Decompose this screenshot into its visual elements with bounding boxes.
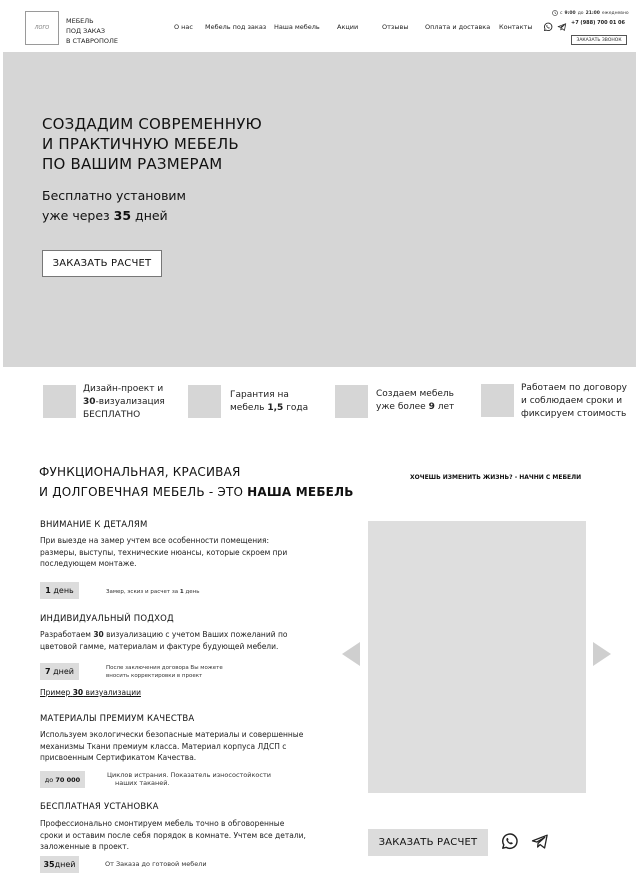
- whatsapp-icon[interactable]: [500, 832, 519, 851]
- nav-custom-furniture[interactable]: Мебель под заказ: [205, 23, 267, 31]
- phone-number[interactable]: +7 (988) 700 01 06: [571, 20, 625, 26]
- feature-image: [335, 385, 368, 418]
- item-heading: ВНИМАНИЕ К ДЕТАЛЯМ: [40, 520, 148, 530]
- item-note: Циклов истрания. Показатель износостойкости наших таканей.: [107, 771, 271, 787]
- item-badge: до 70 000: [40, 771, 85, 788]
- item-note: От Заказа до готовой мебели: [105, 860, 207, 868]
- item-badge: 7 дней: [40, 663, 79, 680]
- whatsapp-icon[interactable]: [543, 22, 553, 32]
- nav-contacts[interactable]: Контакты: [499, 23, 533, 31]
- feature-image: [481, 384, 514, 417]
- item-badge: 1 день: [40, 582, 79, 599]
- visualization-example-link[interactable]: Пример 30 визуализации: [40, 688, 141, 697]
- item-text: Разработаем 30 визуализацию с учетом Ваших пожеланий по цветовой гамме, материалам и фактуре будующей мебели.: [40, 630, 288, 651]
- logo[interactable]: ЛОГО: [25, 11, 59, 45]
- nav-our-furniture[interactable]: Наша мебель: [274, 23, 320, 31]
- nav-about[interactable]: О нас: [174, 23, 193, 31]
- clock-icon: [552, 10, 558, 16]
- feature-design-project: Дизайн-проект и 30-визуализация БЕСПЛАТНО: [83, 384, 165, 420]
- item-text: Профессионально смонтируем мебель точно в обговоренные сроки и оставим после себя порядок в комнате. Учтем все детали, заложенные в проект.: [40, 819, 306, 851]
- item-note: Замер, эскиз и расчет за 1 день: [106, 589, 200, 595]
- callback-button[interactable]: ЗАКАЗАТЬ ЗВОНОК: [571, 35, 627, 45]
- telegram-icon[interactable]: [557, 22, 567, 32]
- gallery-image: [368, 521, 586, 793]
- arrow-right-icon[interactable]: [593, 642, 611, 666]
- telegram-icon[interactable]: [530, 832, 550, 851]
- section-title: ФУНКЦИОНАЛЬНАЯ, КРАСИВАЯ И ДОЛГОВЕЧНАЯ МЕБЕЛЬ - ЭТО НАША МЕБЕЛЬ: [39, 465, 354, 499]
- hero-subtitle: Бесплатно установим уже через 35 дней: [42, 188, 186, 223]
- item-badge: 35 дней: [40, 856, 79, 873]
- hero-title: СОЗДАДИМ СОВРЕМЕННУЮ И ПРАКТИЧНУЮ МЕБЕЛЬ ПО ВАШИМ РАЗМЕРАМ: [42, 115, 262, 173]
- feature-experience: Создаем мебель уже более 9 лет: [376, 389, 455, 412]
- nav-payment-delivery[interactable]: Оплата и доставка: [425, 23, 491, 31]
- item-text: При выезде на замер учтем все особенности помещения: размеры, выступы, технические нюансы, которые скроем при последующем монтаже.: [40, 536, 288, 568]
- brand-name: МЕБЕЛЬ ПОД ЗАКАЗ В СТАВРОПОЛЕ: [66, 17, 118, 45]
- feature-contract: Работаем по договору и соблюдаем сроки и фиксируем стоимость: [521, 383, 628, 419]
- arrow-left-icon[interactable]: [342, 642, 360, 666]
- item-text: Используем экологически безопасные материалы и совершенные механизмы Ткани премиум класса. Материал корпуса ЛДСП с присвоенным Сертификатом Качества.: [40, 730, 304, 762]
- item-heading: МАТЕРИАЛЫ ПРЕМИУМ КАЧЕСТВА: [40, 714, 195, 724]
- nav-reviews[interactable]: Отзывы: [382, 23, 409, 31]
- item-heading: БЕСПЛАТНАЯ УСТАНОВКА: [40, 802, 159, 812]
- working-hours: с 9:00 до 21:00 ежедневно: [552, 10, 629, 16]
- item-heading: ИНДИВИДУАЛЬНЫЙ ПОДХОД: [40, 614, 174, 624]
- order-calculation-button[interactable]: ЗАКАЗАТЬ РАСЧЕТ: [368, 829, 488, 856]
- feature-image: [43, 385, 76, 418]
- hero-order-button[interactable]: ЗАКАЗАТЬ РАСЧЕТ: [42, 250, 162, 277]
- feature-warranty: Гарантия на мебель 1,5 года: [230, 390, 309, 413]
- tagline: ХОЧЕШЬ ИЗМЕНИТЬ ЖИЗНЬ? - НАЧНИ С МЕБЕЛИ: [410, 474, 582, 481]
- nav-promotions[interactable]: Акции: [337, 23, 359, 31]
- feature-image: [188, 385, 221, 418]
- item-note: После заключения договора Вы можете вносить корректировки в проект: [106, 665, 223, 679]
